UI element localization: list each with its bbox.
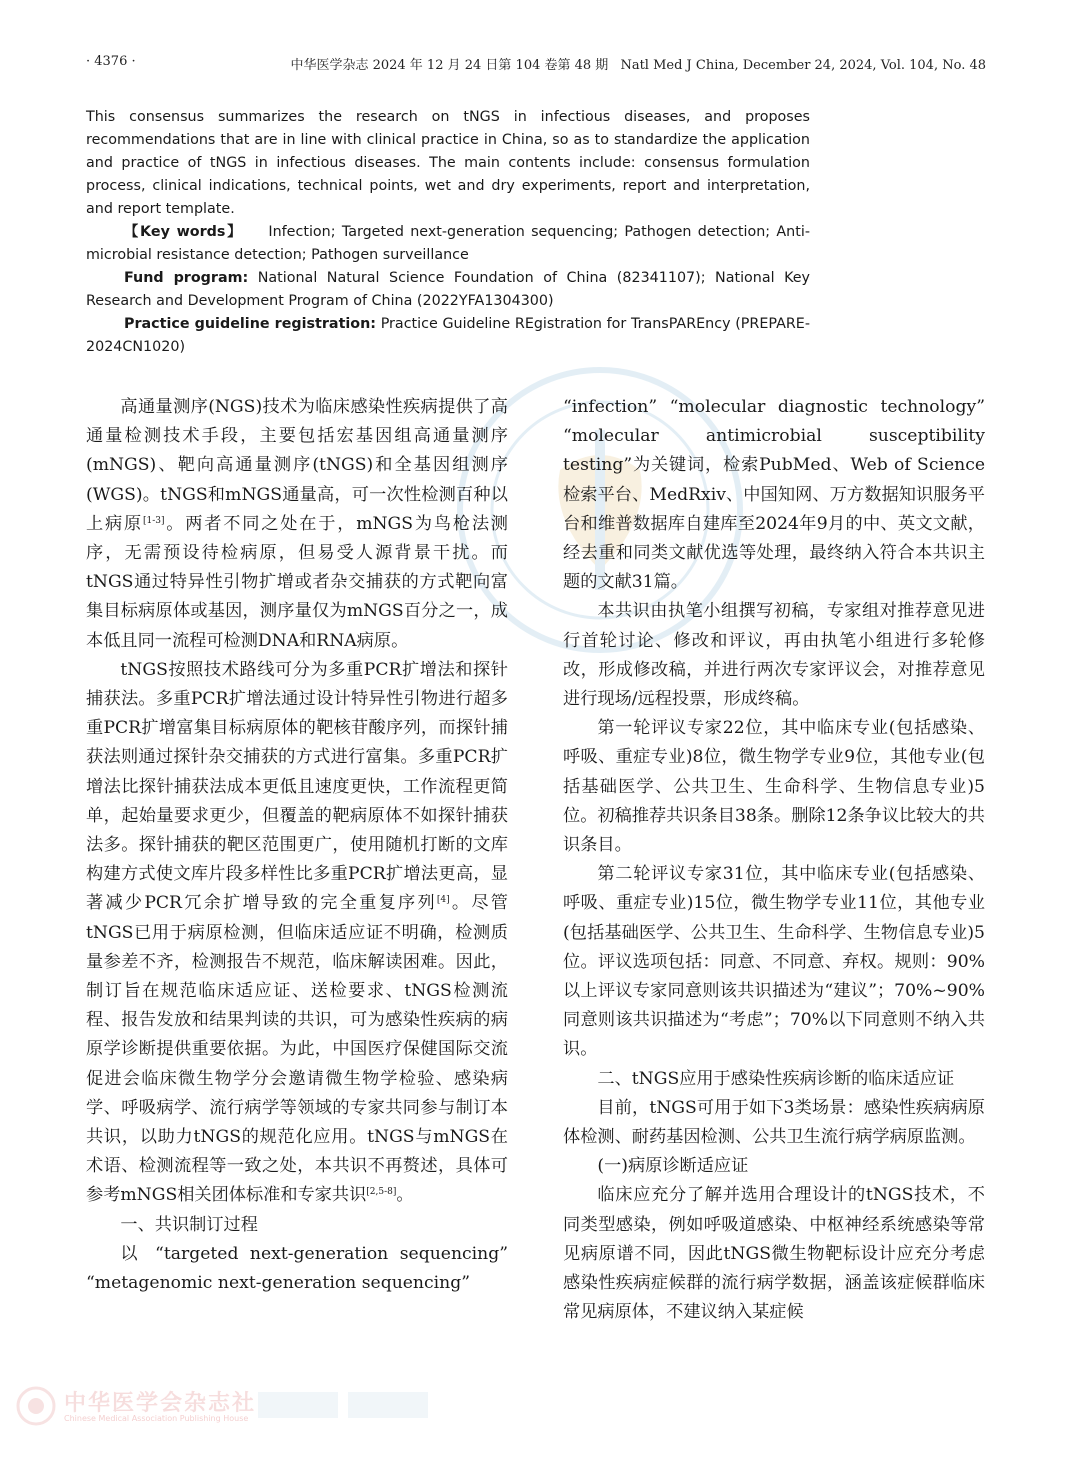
english-abstract: [86, 106, 810, 359]
text-span: 。两者不同之处在于，mNGS为鸟枪法测序，无需预设待检病原，但易受人源背景干扰。而tNGS通过特异性引物扩增或者杂交捕获的方式靶向富集目标病原体或基因，测序量仅为mNGS百分之一，成本低且同一流程可检测DNA和RNA病原。: [86, 513, 508, 651]
fund-text: National Natural Science Foundation of China (82341107); National Key Research and Development Program of China (2022YFA1304300): [86, 270, 811, 309]
keywords-text: Infection; Targeted next-generation sequencing; Pathogen detection; Anti-microbial resistance detection; Pathogen surveillance: [86, 224, 810, 263]
text-span: tNGS按照技术路线可分为多重PCR扩增法和探针捕获法。多重PCR扩增法通过设计特异性引物进行超多重PCR扩增富集目标病原体的靶核苷酸序列，而探针捕获法则通过探针杂交捕获的方式进行富集。多重PCR扩增法比探针捕获法成本更低且速度更快，工作流程更简单，起始量要求更少，但覆盖的靶病原体不如探针捕获法多。探针捕获的靶区范围更广，使用随机打断的文库构建方式使文库片段多样性比多重PCR扩增法更高，显著减少PCR冗余扩增导致的完全重复序列: [86, 659, 508, 914]
section-heading-2: 二、tNGS应用于感染性疾病诊断的临床适应证: [597, 1068, 955, 1089]
publisher-watermark: 中华医学会杂志社: [64, 1391, 257, 1416]
body-paragraph: 第一轮评议专家22位，其中临床专业(包括感染、呼吸、重症专业)8位，微生物学专业9位，其他专业(包括基础医学、公共卫生、生命科学、生物信息专业)5位。初稿推荐共识条目38条。删除12条争议比较大的共识条目。: [563, 718, 985, 856]
body-left-column: [86, 393, 508, 1298]
citation-ref[interactable]: [2,5-8]: [366, 1187, 397, 1198]
abstract-paragraph: This consensus summarizes the research on tNGS in infectious diseases, and proposes recommendations that are in line with clinical practice in China, so as to standardize the application and practice of tNGS in infectious diseases. The main contents include: consensus formulation process, clinical indications, technical points, wet and dry experiments, report and interpretation, and report template.: [86, 109, 810, 217]
keywords-label: 【Key words】: [124, 224, 244, 240]
body-paragraph: [86, 393, 508, 656]
body-paragraph: 临床应充分了解并选用合理设计的tNGS技术，不同类型感染，例如呼吸道感染、中枢神经系统感染等常见病原谱不同，因此tNGS微生物靶标设计应充分考虑感染性疾病症候群的流行病学数据，涵盖该症候群临床常见病原体，不建议纳入某症候: [563, 1185, 985, 1323]
citation-ref[interactable]: [1-3]: [142, 515, 165, 526]
page-number: · 4376 ·: [86, 54, 136, 69]
journal-citation-cn: 中华医学杂志 2024 年 12 月 24 日第 104 卷第 48 期: [290, 58, 609, 73]
body-right-column: [563, 393, 985, 1328]
journal-citation-en: Natl Med J China, December 24, 2024, Vol. 104, No. 48: [620, 58, 986, 73]
text-span: 。: [396, 1185, 414, 1206]
body-paragraph: 本共识由执笔小组撰写初稿，专家组对推荐意见进行首轮讨论、修改和评议，再由执笔小组进行多轮修改，形成修改稿，并进行两次专家评议会，对推荐意见进行现场/远程投票，形成终稿。: [563, 601, 985, 710]
text-span: 。尽管tNGS已用于病原检测，但临床适应证不明确，检测质量参差不齐，检测报告不规范，临床解读困难。因此，制订旨在规范临床适应证、送检要求、tNGS检测流程、报告发放和结果判读的共识，可为感染性疾病的病原学诊断提供重要依据。为此，中国医疗保健国际交流促进会临床微生物学分会邀请微生物学检验、感染病学、呼吸病学、流行病学等领域的专家共同参与制订本共识，以助力tNGS的规范化应用。tNGS与mNGS在术语、检测流程等一致之处，本共识不再赘述，具体可参考mNGS相关团体标准和专家共识: [86, 893, 508, 1206]
body-paragraph: 目前，tNGS可用于如下3类场景：感染性疾病病原体检测、耐药基因检测、公共卫生流行病学病原监测。: [563, 1097, 985, 1148]
section-heading-1: 一、共识制订过程: [120, 1214, 258, 1235]
citation-ref[interactable]: [4]: [436, 895, 450, 906]
keywords-line: [86, 221, 810, 267]
publisher-watermark-en: Chinese Medical Association Publishing House: [64, 1414, 249, 1423]
body-paragraph: 第二轮评议专家31位，其中临床专业(包括感染、呼吸、重症专业)15位，微生物学专业11位，其他专业(包括基础医学、公共卫生、生命科学、生物信息专业)5位。评议选项包括：同意、不同意、弃权。规则：90%以上评议专家同意则该共识描述为“建议”；70%~90%同意则该共识描述为“考虑”；70%以下同意则不纳入共识。: [563, 864, 985, 1060]
journal-citation: [282, 54, 986, 73]
body-paragraph: “infection” “molecular diagnostic technology” “molecular antimicrobial susceptibility testing”为关键词，检索PubMed、Web of Science检索平台、MedRxiv、中国知网、万方数据知识服务平台和维普数据库自建库至2024年9月的中、英文文献，经去重和同类文献优选等处理，最终纳入符合本共识主题的文献31篇。: [563, 397, 985, 593]
text-span: 高通量测序(NGS)技术为临床感染性疾病提供了高通量检测技术手段，主要包括宏基因组高通量测序(mNGS)、靶向高通量测序(tNGS)和全基因组测序(WGS)。tNGS和mNGS通量高，可一次性检测百种以上病原: [86, 397, 508, 534]
registration-text: Practice Guideline REgistration for TransPAREncy (PREPARE-2024CN1020): [86, 316, 810, 355]
body-paragraph: [86, 656, 508, 1211]
fund-line: [86, 267, 810, 313]
subsection-heading: (一)病原诊断适应证: [597, 1156, 749, 1177]
body-paragraph: 以 “targeted next-generation sequencing” “metagenomic next-generation sequencing”: [86, 1243, 508, 1294]
registration-label: Practice guideline registration:: [124, 316, 377, 332]
registration-line: [86, 313, 810, 359]
running-header: [86, 54, 986, 76]
fund-label: Fund program:: [124, 270, 249, 286]
